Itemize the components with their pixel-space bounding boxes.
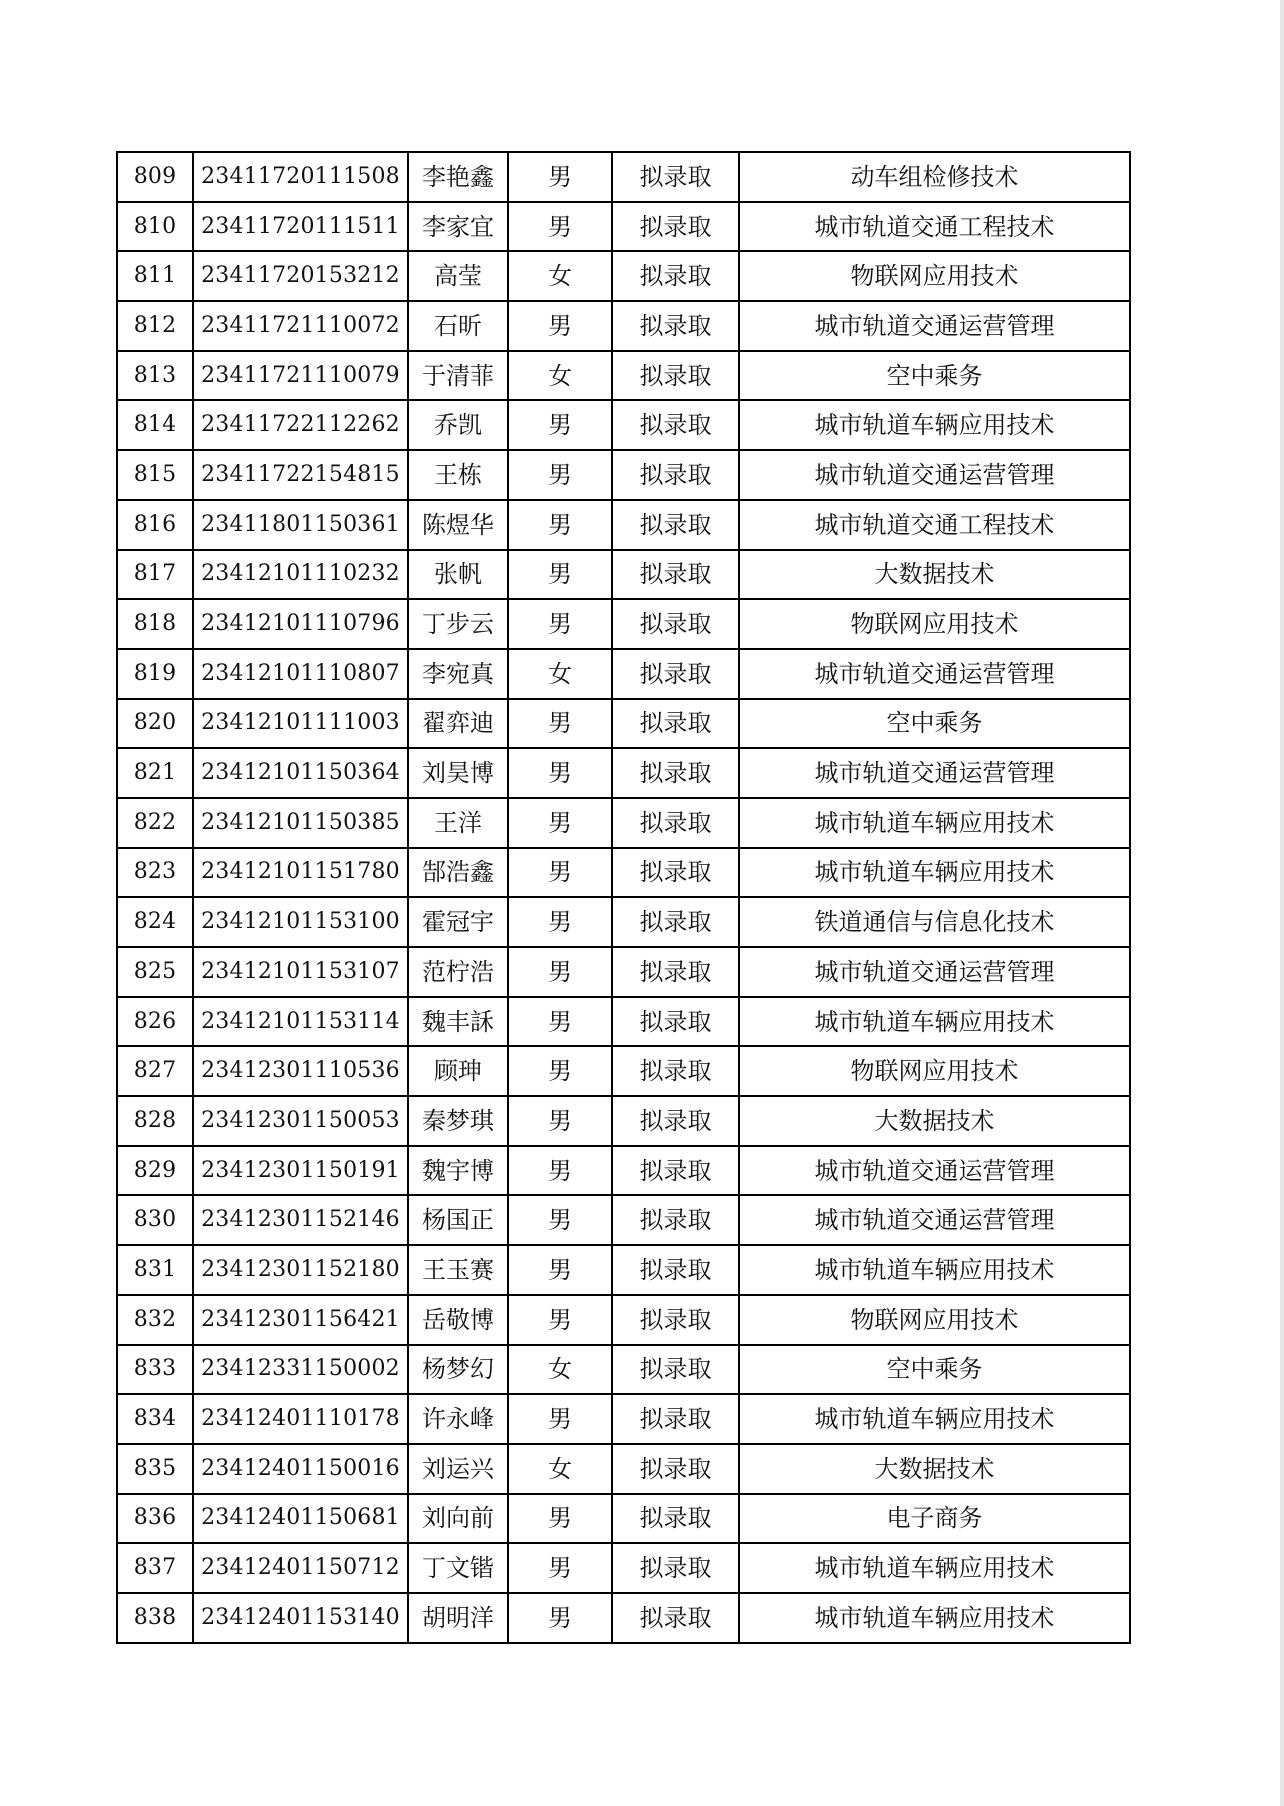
- major: 城市轨道车辆应用技术: [739, 400, 1130, 450]
- admission-status: 拟录取: [612, 301, 739, 351]
- major: 大数据技术: [739, 1444, 1130, 1494]
- exam-id: 23412301150191: [193, 1146, 408, 1196]
- row-index: 811: [117, 251, 193, 301]
- major: 空中乘务: [739, 699, 1130, 749]
- admission-status: 拟录取: [612, 997, 739, 1047]
- admission-status: 拟录取: [612, 1195, 739, 1245]
- gender: 男: [508, 1494, 612, 1544]
- exam-id: 23412331150002: [193, 1345, 408, 1395]
- row-index: 820: [117, 699, 193, 749]
- student-name: 于清菲: [408, 351, 508, 401]
- admission-status: 拟录取: [612, 897, 739, 947]
- table-row: [117, 251, 1130, 301]
- row-index: 826: [117, 997, 193, 1047]
- table-row: [117, 1096, 1130, 1146]
- admission-status: 拟录取: [612, 351, 739, 401]
- table-row: [117, 1046, 1130, 1096]
- admission-status: 拟录取: [612, 947, 739, 997]
- student-name: 秦梦琪: [408, 1096, 508, 1146]
- exam-id: 23412101153100: [193, 897, 408, 947]
- admission-status: 拟录取: [612, 500, 739, 550]
- major: 物联网应用技术: [739, 251, 1130, 301]
- row-index: 832: [117, 1295, 193, 1345]
- gender: 女: [508, 1444, 612, 1494]
- student-name: 霍冠宇: [408, 897, 508, 947]
- row-index: 823: [117, 848, 193, 898]
- admission-status: 拟录取: [612, 1146, 739, 1196]
- table-row: [117, 748, 1130, 798]
- admission-status: 拟录取: [612, 798, 739, 848]
- row-index: 824: [117, 897, 193, 947]
- gender: 男: [508, 1394, 612, 1444]
- student-name: 顾珅: [408, 1046, 508, 1096]
- gender: 男: [508, 400, 612, 450]
- row-index: 833: [117, 1345, 193, 1395]
- student-name: 刘运兴: [408, 1444, 508, 1494]
- gender: 男: [508, 897, 612, 947]
- table-row: [117, 1543, 1130, 1593]
- table-row: [117, 997, 1130, 1047]
- row-index: 830: [117, 1195, 193, 1245]
- exam-id: 23411720111508: [193, 152, 408, 202]
- major: 城市轨道交通运营管理: [739, 1195, 1130, 1245]
- major: 城市轨道交通运营管理: [739, 1146, 1130, 1196]
- admission-status: 拟录取: [612, 599, 739, 649]
- row-index: 829: [117, 1146, 193, 1196]
- major: 空中乘务: [739, 351, 1130, 401]
- table-row: [117, 1444, 1130, 1494]
- admission-status: 拟录取: [612, 1593, 739, 1643]
- student-name: 岳敬博: [408, 1295, 508, 1345]
- student-name: 范柠浩: [408, 947, 508, 997]
- gender: 男: [508, 798, 612, 848]
- row-index: 818: [117, 599, 193, 649]
- exam-id: 23411720111511: [193, 202, 408, 252]
- row-index: 821: [117, 748, 193, 798]
- table-row: [117, 1245, 1130, 1295]
- gender: 男: [508, 599, 612, 649]
- exam-id: 23411722112262: [193, 400, 408, 450]
- page-edge: [1280, 0, 1284, 1806]
- admission-status: 拟录取: [612, 550, 739, 600]
- exam-id: 23412401110178: [193, 1394, 408, 1444]
- row-index: 822: [117, 798, 193, 848]
- exam-id: 23412101153114: [193, 997, 408, 1047]
- student-name: 刘向前: [408, 1494, 508, 1544]
- gender: 男: [508, 1195, 612, 1245]
- student-name: 王洋: [408, 798, 508, 848]
- admission-status: 拟录取: [612, 1295, 739, 1345]
- student-name: 杨国正: [408, 1195, 508, 1245]
- row-index: 838: [117, 1593, 193, 1643]
- major: 城市轨道车辆应用技术: [739, 1245, 1130, 1295]
- table-row: [117, 301, 1130, 351]
- gender: 男: [508, 301, 612, 351]
- exam-id: 23412101150364: [193, 748, 408, 798]
- gender: 男: [508, 1593, 612, 1643]
- student-name: 丁步云: [408, 599, 508, 649]
- student-name: 石昕: [408, 301, 508, 351]
- gender: 男: [508, 152, 612, 202]
- admission-status: 拟录取: [612, 1394, 739, 1444]
- row-index: 812: [117, 301, 193, 351]
- admission-status: 拟录取: [612, 1444, 739, 1494]
- row-index: 836: [117, 1494, 193, 1544]
- gender: 女: [508, 649, 612, 699]
- major: 城市轨道车辆应用技术: [739, 997, 1130, 1047]
- gender: 男: [508, 997, 612, 1047]
- student-name: 胡明洋: [408, 1593, 508, 1643]
- table-row: [117, 550, 1130, 600]
- admission-table: [116, 151, 1131, 1644]
- student-name: 张帆: [408, 550, 508, 600]
- exam-id: 23412301150053: [193, 1096, 408, 1146]
- exam-id: 23411721110079: [193, 351, 408, 401]
- student-name: 李艳鑫: [408, 152, 508, 202]
- exam-id: 23411720153212: [193, 251, 408, 301]
- exam-id: 23412101111003: [193, 699, 408, 749]
- student-name: 杨梦幻: [408, 1345, 508, 1395]
- exam-id: 23412401150681: [193, 1494, 408, 1544]
- exam-id: 23412101151780: [193, 848, 408, 898]
- major: 城市轨道交通运营管理: [739, 450, 1130, 500]
- student-name: 许永峰: [408, 1394, 508, 1444]
- admission-status: 拟录取: [612, 1494, 739, 1544]
- table-row: [117, 649, 1130, 699]
- row-index: 810: [117, 202, 193, 252]
- exam-id: 23412401150016: [193, 1444, 408, 1494]
- gender: 男: [508, 202, 612, 252]
- major: 动车组检修技术: [739, 152, 1130, 202]
- table-row: [117, 400, 1130, 450]
- row-index: 831: [117, 1245, 193, 1295]
- exam-id: 23412301152146: [193, 1195, 408, 1245]
- exam-id: 23412101110232: [193, 550, 408, 600]
- admission-status: 拟录取: [612, 1345, 739, 1395]
- table-row: [117, 152, 1130, 202]
- admission-status: 拟录取: [612, 251, 739, 301]
- major: 城市轨道车辆应用技术: [739, 1394, 1130, 1444]
- exam-id: 23411722154815: [193, 450, 408, 500]
- major: 大数据技术: [739, 550, 1130, 600]
- gender: 男: [508, 450, 612, 500]
- table-row: [117, 202, 1130, 252]
- table-row: [117, 1146, 1130, 1196]
- student-name: 王栋: [408, 450, 508, 500]
- major: 铁道通信与信息化技术: [739, 897, 1130, 947]
- student-name: 李家宜: [408, 202, 508, 252]
- table-body: [117, 152, 1130, 1643]
- major: 城市轨道车辆应用技术: [739, 1593, 1130, 1643]
- major: 城市轨道车辆应用技术: [739, 1543, 1130, 1593]
- gender: 女: [508, 1345, 612, 1395]
- admission-status: 拟录取: [612, 848, 739, 898]
- major: 城市轨道车辆应用技术: [739, 848, 1130, 898]
- major: 城市轨道车辆应用技术: [739, 798, 1130, 848]
- student-name: 高莹: [408, 251, 508, 301]
- table-row: [117, 947, 1130, 997]
- student-name: 刘昊博: [408, 748, 508, 798]
- student-name: 翟弈迪: [408, 699, 508, 749]
- gender: 女: [508, 351, 612, 401]
- exam-id: 23412101150385: [193, 798, 408, 848]
- admission-status: 拟录取: [612, 748, 739, 798]
- exam-id: 23412401150712: [193, 1543, 408, 1593]
- row-index: 809: [117, 152, 193, 202]
- gender: 男: [508, 1543, 612, 1593]
- student-name: 王玉赛: [408, 1245, 508, 1295]
- table-row: [117, 1295, 1130, 1345]
- gender: 男: [508, 699, 612, 749]
- gender: 男: [508, 1245, 612, 1295]
- student-name: 乔凯: [408, 400, 508, 450]
- table-row: [117, 798, 1130, 848]
- gender: 男: [508, 550, 612, 600]
- admission-status: 拟录取: [612, 1543, 739, 1593]
- gender: 女: [508, 251, 612, 301]
- exam-id: 23412101153107: [193, 947, 408, 997]
- exam-id: 23412101110807: [193, 649, 408, 699]
- major: 物联网应用技术: [739, 1046, 1130, 1096]
- exam-id: 23412301152180: [193, 1245, 408, 1295]
- student-name: 李宛真: [408, 649, 508, 699]
- admission-status: 拟录取: [612, 649, 739, 699]
- major: 城市轨道交通运营管理: [739, 649, 1130, 699]
- student-name: 丁文锴: [408, 1543, 508, 1593]
- table-row: [117, 1593, 1130, 1643]
- row-index: 828: [117, 1096, 193, 1146]
- gender: 男: [508, 848, 612, 898]
- row-index: 819: [117, 649, 193, 699]
- gender: 男: [508, 1146, 612, 1196]
- table-row: [117, 848, 1130, 898]
- admission-status: 拟录取: [612, 202, 739, 252]
- row-index: 827: [117, 1046, 193, 1096]
- row-index: 815: [117, 450, 193, 500]
- admission-status: 拟录取: [612, 400, 739, 450]
- gender: 男: [508, 1096, 612, 1146]
- gender: 男: [508, 500, 612, 550]
- student-name: 郜浩鑫: [408, 848, 508, 898]
- exam-id: 23412401153140: [193, 1593, 408, 1643]
- gender: 男: [508, 748, 612, 798]
- table-row: [117, 450, 1130, 500]
- gender: 男: [508, 1046, 612, 1096]
- admission-list: [116, 151, 1131, 1644]
- exam-id: 23411801150361: [193, 500, 408, 550]
- exam-id: 23412301156421: [193, 1295, 408, 1345]
- admission-status: 拟录取: [612, 1096, 739, 1146]
- admission-status: 拟录取: [612, 699, 739, 749]
- major: 城市轨道交通运营管理: [739, 947, 1130, 997]
- table-row: [117, 599, 1130, 649]
- table-row: [117, 699, 1130, 749]
- major: 空中乘务: [739, 1345, 1130, 1395]
- row-index: 816: [117, 500, 193, 550]
- table-row: [117, 1394, 1130, 1444]
- row-index: 834: [117, 1394, 193, 1444]
- student-name: 魏宇博: [408, 1146, 508, 1196]
- major: 城市轨道交通运营管理: [739, 748, 1130, 798]
- major: 城市轨道交通工程技术: [739, 500, 1130, 550]
- row-index: 837: [117, 1543, 193, 1593]
- row-index: 814: [117, 400, 193, 450]
- gender: 男: [508, 947, 612, 997]
- table-row: [117, 1494, 1130, 1544]
- admission-status: 拟录取: [612, 450, 739, 500]
- major: 电子商务: [739, 1494, 1130, 1544]
- table-row: [117, 351, 1130, 401]
- student-name: 魏丰訸: [408, 997, 508, 1047]
- major: 城市轨道交通工程技术: [739, 202, 1130, 252]
- exam-id: 23412301110536: [193, 1046, 408, 1096]
- student-name: 陈煜华: [408, 500, 508, 550]
- row-index: 817: [117, 550, 193, 600]
- table-row: [117, 1195, 1130, 1245]
- admission-status: 拟录取: [612, 152, 739, 202]
- table-row: [117, 897, 1130, 947]
- table-row: [117, 500, 1130, 550]
- major: 大数据技术: [739, 1096, 1130, 1146]
- row-index: 835: [117, 1444, 193, 1494]
- major: 物联网应用技术: [739, 599, 1130, 649]
- exam-id: 23412101110796: [193, 599, 408, 649]
- row-index: 813: [117, 351, 193, 401]
- exam-id: 23411721110072: [193, 301, 408, 351]
- major: 物联网应用技术: [739, 1295, 1130, 1345]
- table-row: [117, 1345, 1130, 1395]
- admission-status: 拟录取: [612, 1046, 739, 1096]
- major: 城市轨道交通运营管理: [739, 301, 1130, 351]
- row-index: 825: [117, 947, 193, 997]
- admission-status: 拟录取: [612, 1245, 739, 1295]
- gender: 男: [508, 1295, 612, 1345]
